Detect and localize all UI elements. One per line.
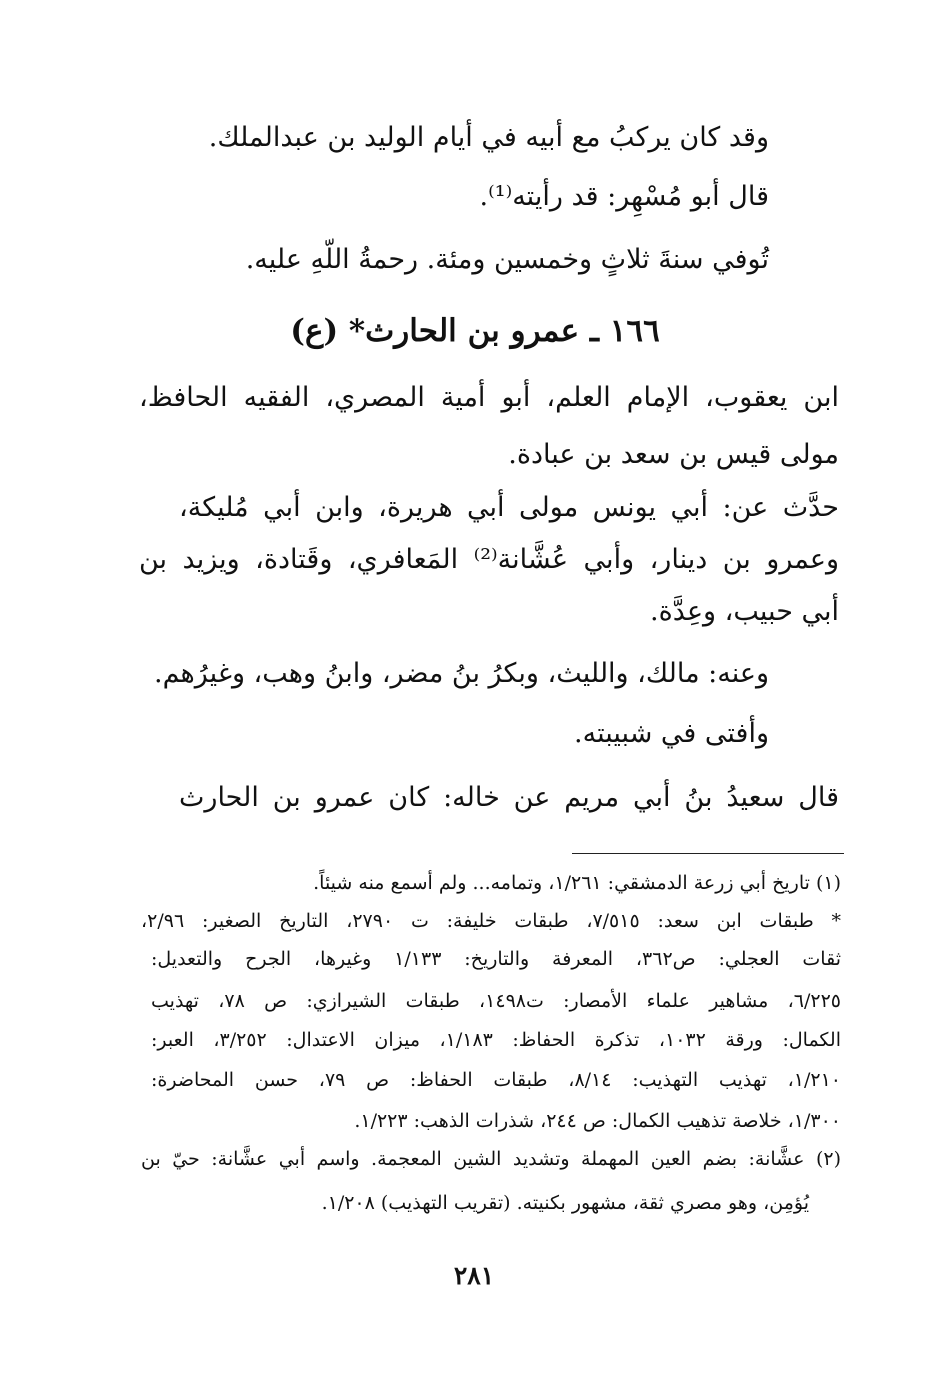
body-line: وقد كان يركبُ مع أبيه في أيام الوليد بن عبدالملك.: [208, 122, 769, 153]
body-line: وأفتى في شبيبته.: [574, 718, 769, 749]
body-line: أبي حبيب، وعِدَّة.: [650, 596, 839, 627]
body-line: قال سعيدُ بنُ أبي مريم عن خاله: كان عمرو بن الحارث: [179, 782, 839, 813]
body-line: حدَّث عن: أبي يونس مولى أبي هريرة، وابن أبي مُليكة،: [179, 492, 839, 523]
footnote-separator: [572, 853, 844, 854]
footnote-line: ثقات العجلي: ص٣٦٢، المعرفة والتاريخ: ١/١٣٣ وغيرها، الجرح والتعديل:: [151, 948, 841, 970]
footnote-line: * طبقات ابن سعد: ٧/٥١٥، طبقات خليفة: ت ٢٧٩٠، التاريخ الصغير: ٢/٩٦،: [141, 910, 841, 932]
page-number: ٢٨١: [453, 1261, 495, 1290]
footnote-line: (٢) عشَّانة: بضم العين المهملة وتشديد الشين المعجمة. واسم أبي عشَّانة: حيّ بن: [141, 1148, 841, 1170]
body-line: مولى قيس بن سعد بن عبادة.: [508, 439, 839, 470]
footnote-line: الكمال: ورقة ١٠٣٢، تذكرة الحفاظ: ١/١٨٣، ميزان الاعتدال: ٣/٢٥٢، العبر:: [151, 1029, 841, 1051]
biography-title: ١٦٦ ـ عمرو بن الحارث* (ع): [290, 313, 660, 349]
body-line: وعنه: مالك، والليث، وبكرُ بنُ مضر، وابنُ وهب، وغيرُهم.: [153, 658, 769, 689]
footnote-line: يُؤمِن، وهو مصري ثقة، مشهور بكنيته. (تقريب التهذيب) ١/٢٠٨.: [321, 1192, 809, 1214]
footnote-line: ٦/٢٢٥، مشاهير علماء الأمصار: ت١٤٩٨، طبقات الشيرازي: ص ٧٨، تهذيب: [151, 990, 841, 1012]
footnote-line: ١/٣٠٠، خلاصة تذهيب الكمال: ص ٢٤٤، شذرات الذهب: ١/٢٢٣.: [354, 1110, 841, 1132]
body-line: تُوفي سنةَ ثلاثٍ وخمسين ومئة. رحمةُ اللّهِ عليه.: [245, 244, 769, 275]
footnote-line: (١) تاريخ أبي زرعة الدمشقي: ١/٢٦١، وتمامه... ولم أسمع منه شيئاً.: [313, 872, 841, 894]
footnote-line: ١/٢١٠، تهذيب التهذيب: ٨/١٤، طبقات الحفاظ: ص ٧٩، حسن المحاضرة:: [151, 1069, 842, 1091]
body-line: وعمرو بن دينار، وأبي عُشَّانة⁽²⁾ المَعافري، وقَتادة، ويزيد بن: [139, 544, 839, 575]
body-line: ابن يعقوب، الإمام العلم، أبو أمية المصري، الفقيه الحافظ،: [139, 382, 839, 413]
body-line: قال أبو مُسْهِر: قد رأيته⁽¹⁾.: [479, 181, 769, 212]
